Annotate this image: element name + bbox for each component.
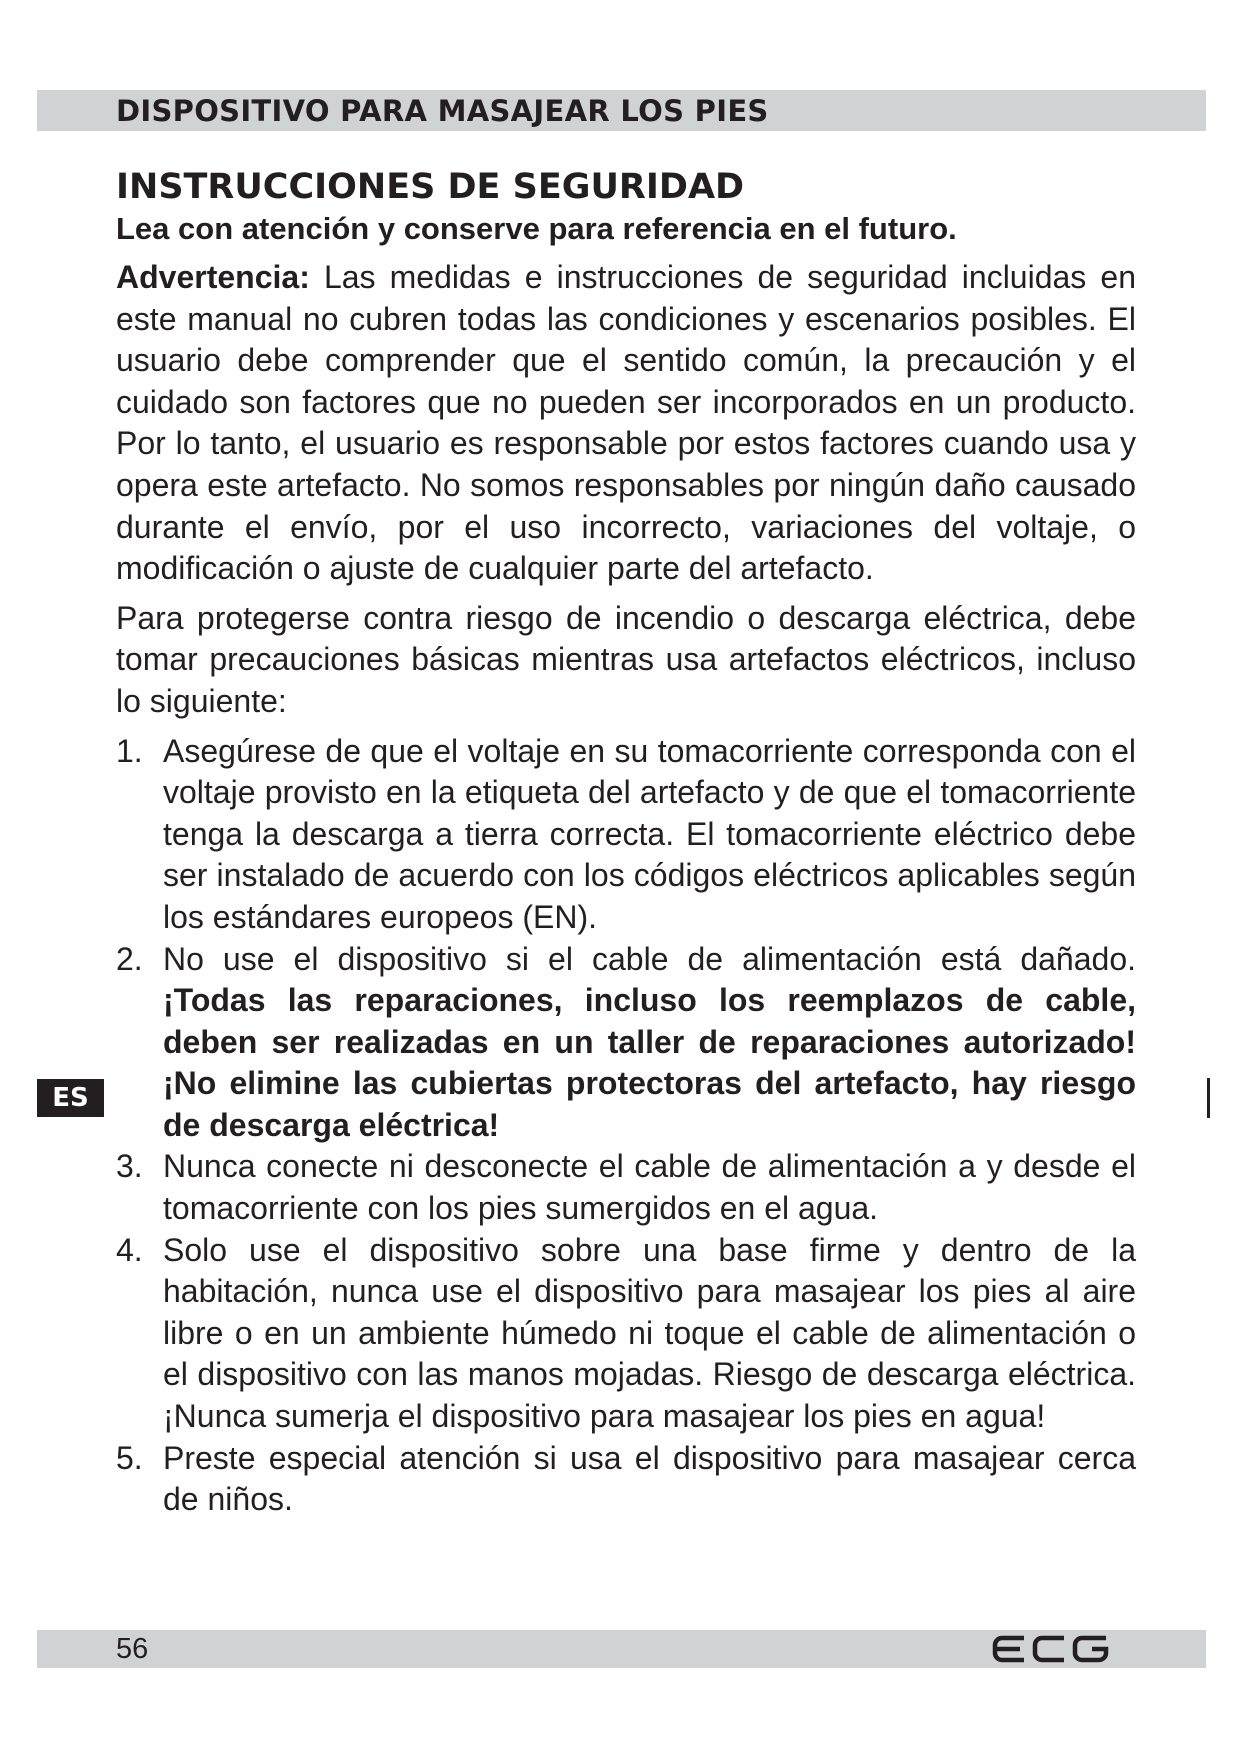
list-item-text: Nunca conecte ni desconecte el cable de alimentación a y desde el tomacorriente con los pies sumergidos en el agua. xyxy=(163,1148,1136,1227)
list-item xyxy=(116,939,1136,1147)
safety-list xyxy=(116,731,1136,1521)
list-item-number: 2. xyxy=(116,940,143,977)
warning-paragraph xyxy=(116,257,1136,590)
list-item-text: Asegúrese de que el voltaje en su tomacorriente corresponda con el voltaje provisto en la etiqueta del artefacto y de que el tomacorriente tenga la descarga a tierra correcta. El tomacorriente eléctrico debe ser instalado de acuerdo con los códigos eléctricos aplicables según los estándares europeos (EN). xyxy=(163,732,1136,935)
warning-label: Advertencia: xyxy=(116,259,310,295)
list-item-text: No use el dispositivo si el cable de alimentación está dañado. xyxy=(163,940,1136,977)
page-edge-marker xyxy=(1207,1078,1210,1118)
warning-text: Las medidas e instrucciones de seguridad incluidas en este manual no cubren todas las condiciones y escenarios posibles. El usuario debe comprender que el sentido común, la precaución y el cuidado son factores que no pueden ser incorporados en un producto. Por lo tanto, el usuario es responsable por estos factores cuando usa y opera este artefacto. No somos responsables por ningún daño causado durante el envío, por el uso incorrecto, variaciones del voltaje, o modificación o ajuste de cualquier parte del artefacto. xyxy=(116,259,1136,587)
page-number: 56 xyxy=(116,1633,149,1665)
list-item-number: 5. xyxy=(116,1439,143,1476)
list-item-text: Preste especial atención si usa el dispositivo para masajear cerca de niños. xyxy=(163,1439,1136,1518)
list-item xyxy=(116,731,1136,939)
list-item xyxy=(116,1438,1136,1521)
ecg-logo xyxy=(992,1635,1110,1663)
list-item xyxy=(116,1146,1136,1229)
list-item-text: Solo use el dispositivo sobre una base firme y dentro de la habitación, nunca use el dispositivo para masajear los pies al aire libre o en un ambiente húmedo ni toque el cable de alimentación o el dispositivo con las manos mojadas. Riesgo de descarga eléctrica. ¡Nunca sumerja el dispositivo para masajear los pies en agua! xyxy=(163,1231,1136,1435)
list-item xyxy=(116,1230,1136,1438)
page-header-title: DISPOSITIVO PARA MASAJEAR LOS PIES xyxy=(116,94,769,128)
main-content xyxy=(116,165,1136,1521)
list-item-number: 4. xyxy=(116,1231,143,1268)
section-subtitle: Lea con atención y conserve para referencia en el futuro. xyxy=(116,211,957,246)
language-tab: ES xyxy=(37,1079,104,1117)
list-item-bold-text: ¡Todas las reparaciones, incluso los reemplazos de cable, deben ser realizadas en un taller de reparaciones autorizado! ¡No elimine las cubiertas protectoras del artefacto, hay riesgo de descarga eléctrica! xyxy=(163,982,1136,1143)
section-title: INSTRUCCIONES DE SEGURIDAD xyxy=(116,167,745,207)
intro-paragraph: Para protegerse contra riesgo de incendio o descarga eléctrica, debe tomar precauciones básicas mientras usa artefactos eléctricos, incluso lo siguiente: xyxy=(116,599,1136,719)
list-item-number: 3. xyxy=(116,1148,143,1185)
list-item-number: 1. xyxy=(116,732,143,769)
